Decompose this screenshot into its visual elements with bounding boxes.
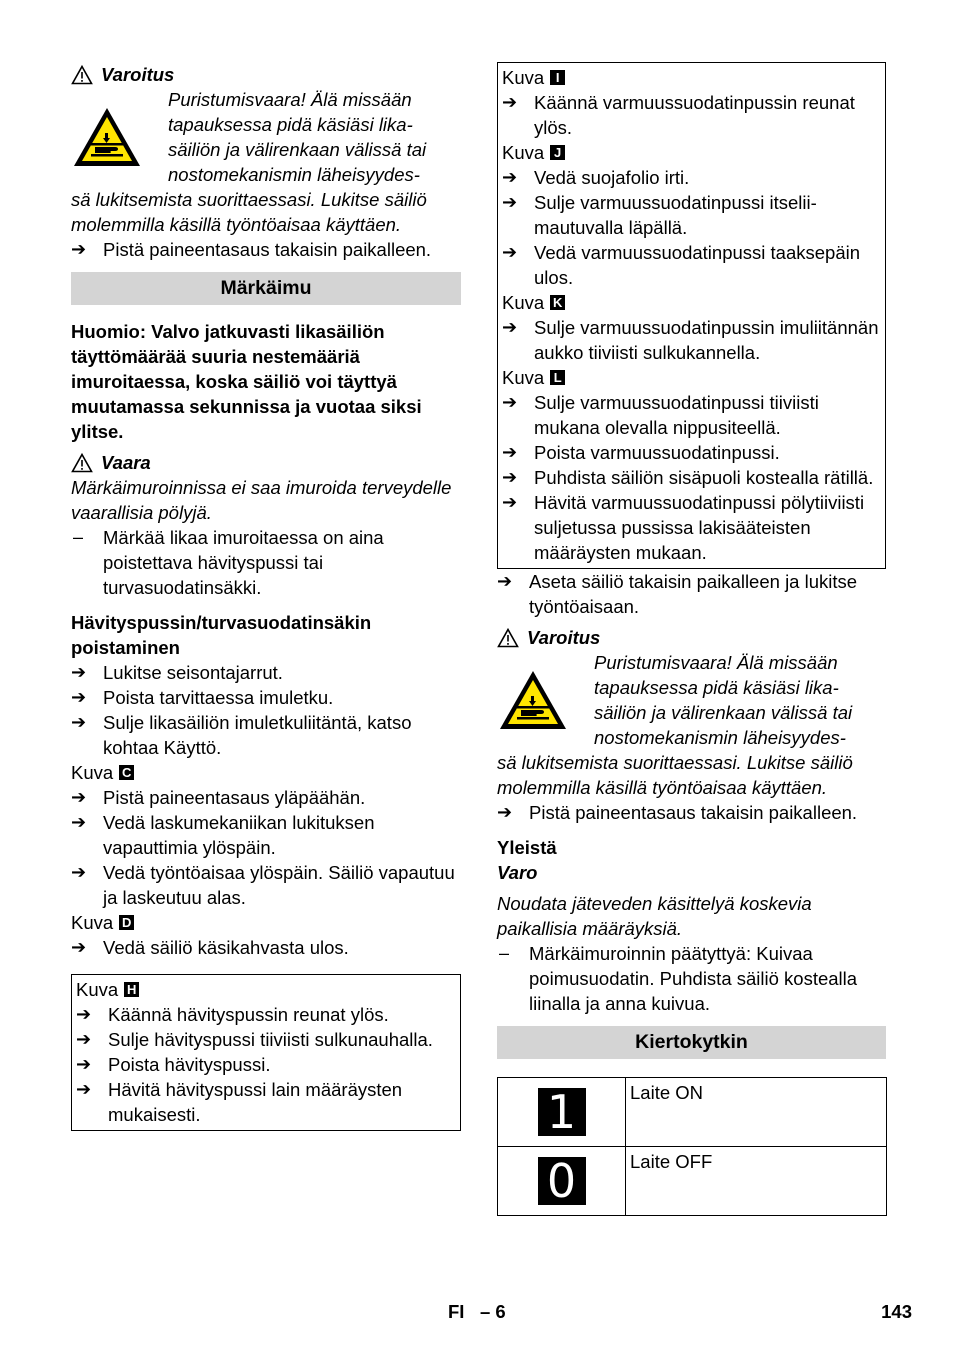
arrow-icon: ➔ <box>502 467 518 487</box>
warning-line: tapauksessa pidä käsiäsi lika- <box>594 677 839 698</box>
subheading-yleista: Yleistä <box>497 837 557 858</box>
switch-table <box>497 1077 887 1216</box>
arrow-icon: ➔ <box>76 1054 92 1074</box>
step-item: ➔ Hävitä hävityspussi lain määräysten mukaisesti. <box>76 1079 403 1125</box>
step-item: ➔ Pistä paineentasaus yläpäähän. <box>71 787 366 808</box>
figure-ref: Kuva K <box>502 290 881 315</box>
notice-text: Huomio: Valvo jatkuvasti likasäiliön täyttömäärää suuria nestemääriä imuroitaessa, koska säiliö voi täyttyä muutamassa sekunnissa ja vuotaa siksi ylitse. <box>71 321 422 442</box>
step-item: ➔ Vedä työntöaisaa ylöspäin. Säiliö vapautuu ja laskeutuu alas. <box>71 862 455 908</box>
step-item: ➔ Aseta säiliö takaisin paikalleen ja lukitse työntöaisaan. <box>497 571 858 617</box>
warning-line: Puristumisvaara! Älä missään <box>594 652 838 673</box>
table-row <box>498 1078 887 1147</box>
warning-heading <box>497 625 886 650</box>
arrow-icon: ➔ <box>502 167 518 187</box>
step-item: ➔ Sulje varmuussuodatinpussi tiiviisti mukana olevalla nippusiteellä. <box>502 392 819 438</box>
switch-symbol-off: 0 <box>538 1157 586 1205</box>
step-item: ➔ Poista varmuussuodatinpussi. <box>502 442 780 463</box>
dash-item: – Märkäimuroinnin päätyttyä: Kuivaa poimusuodatin. Puhdista säiliö kostealla liinalla ja anna kuivua. <box>499 943 858 1014</box>
arrow-icon: ➔ <box>497 571 513 591</box>
section-heading-markaimu: Märkäimu <box>71 272 461 305</box>
switch-symbol-on: 1 <box>538 1088 586 1136</box>
switch-label: Laite ON <box>626 1078 887 1147</box>
warning-triangle-icon <box>71 453 93 473</box>
step-item: ➔ Hävitä varmuussuodatinpussi pölytiiviisti suljetussa pussissa lakisääteisten määräysten mukaan. <box>502 492 865 563</box>
page-footer <box>0 1299 954 1323</box>
right-column <box>497 62 886 1216</box>
step-item: ➔ Sulje likasäiliön imuletkuliitäntä, katso kohtaa Käyttö. <box>71 712 412 758</box>
arrow-icon: ➔ <box>71 787 87 807</box>
figure-ref: Kuva D <box>71 910 461 935</box>
arrow-icon: ➔ <box>502 92 518 112</box>
crush-hazard-icon <box>497 668 569 732</box>
arrow-icon: ➔ <box>502 242 518 262</box>
figure-ref: Kuva C <box>71 760 461 785</box>
caution-text: Noudata jäteveden käsittelyä koskevia paikallisia määräyksiä. <box>497 893 812 939</box>
arrow-icon: ➔ <box>71 862 87 882</box>
arrow-icon: ➔ <box>502 392 518 412</box>
arrow-icon: ➔ <box>502 317 518 337</box>
warning-top <box>71 87 461 187</box>
arrow-icon: ➔ <box>76 1079 92 1099</box>
figure-ref: Kuva J <box>502 140 881 165</box>
step-item: ➔ Lukitse seisontajarrut. <box>71 662 283 683</box>
footer-language: FI <box>448 1301 465 1322</box>
figure-badge: J <box>550 145 565 160</box>
footer-page-label: – 6 <box>480 1301 506 1322</box>
warning-text: sä lukitsemista suorittaessasi. Lukitse säiliö molemmilla käsillä työntöaisaa käyttäen. <box>497 752 853 798</box>
warning-triangle-icon <box>497 628 519 648</box>
warning-line: tapauksessa pidä käsiäsi lika- <box>168 114 413 135</box>
step-item: ➔ Puhdista säiliön sisäpuoli kostealla rätillä. <box>502 467 874 488</box>
warning-title: Varoitus <box>527 627 601 648</box>
warning-line: nostomekanismin läheisyydes- <box>168 164 420 185</box>
section-heading-kiertokytkin: Kiertokytkin <box>497 1026 886 1059</box>
step-item: ➔ Käännä varmuussuodatinpussin reunat ylös. <box>502 92 855 138</box>
arrow-icon: ➔ <box>71 687 87 707</box>
warning-title: Varoitus <box>101 64 175 85</box>
figure-badge: D <box>119 915 134 930</box>
arrow-icon: ➔ <box>71 812 87 832</box>
table-row <box>498 1147 887 1216</box>
step-item: ➔ Sulje varmuussuodatinpussi itseliimautuvalla läpällä. <box>502 192 817 238</box>
figure-badge: C <box>119 765 134 780</box>
arrow-icon: ➔ <box>76 1004 92 1024</box>
caution-title: Varo <box>497 862 538 883</box>
arrow-icon: ➔ <box>497 802 513 822</box>
step-item: ➔ Sulje hävityspussi tiiviisti sulkunauhalla. <box>76 1029 433 1050</box>
arrow-icon: ➔ <box>71 937 87 957</box>
step-item: ➔ Pistä paineentasaus takaisin paikalleen. <box>497 802 858 823</box>
dash-item: – Märkää likaa imuroitaessa on aina poistettava hävityspussi tai turvasuodatinsäkki. <box>73 527 384 598</box>
warning-top <box>497 650 886 750</box>
figure-badge: K <box>550 295 565 310</box>
arrow-icon: ➔ <box>71 662 87 682</box>
subheading: Hävityspussin/turvasuodatinsäkin poistaminen <box>71 612 372 658</box>
figure-h-box <box>71 974 461 1131</box>
step-item: ➔ Vedä laskumekaniikan lukituksen vapauttimia ylöspäin. <box>71 812 375 858</box>
warning-text: sä lukitsemista suorittaessasi. Lukitse säiliö molemmilla käsillä työntöaisaa käyttäen. <box>71 189 427 235</box>
arrow-icon: ➔ <box>76 1029 92 1049</box>
step-item: ➔ Vedä säiliö käsikahvasta ulos. <box>71 937 349 958</box>
figure-ref: Kuva L <box>502 365 881 390</box>
figure-ref: Kuva I <box>502 65 881 90</box>
arrow-icon: ➔ <box>502 192 518 212</box>
step-item: ➔ Sulje varmuussuodatinpussin imuliitännän aukko tiiviisti sulkukannella. <box>502 317 879 363</box>
arrow-icon: ➔ <box>502 442 518 462</box>
left-column <box>71 62 461 1131</box>
warning-line: nostomekanismin läheisyydes- <box>594 727 846 748</box>
warning-line: Puristumisvaara! Älä missään <box>168 89 412 110</box>
figure-badge: I <box>550 70 565 85</box>
figure-badge: H <box>124 982 139 997</box>
step-item: ➔ Poista hävityspussi. <box>76 1054 271 1075</box>
danger-text: Märkäimuroinnissa ei saa imuroida terveydelle vaarallisia pölyjä. <box>71 477 452 523</box>
step-item: ➔ Pistä paineentasaus takaisin paikalleen. <box>71 239 432 260</box>
arrow-icon: ➔ <box>71 712 87 732</box>
warning-triangle-icon <box>71 65 93 85</box>
warning-line: säiliön ja välirenkaan välissä tai <box>594 702 853 723</box>
figure-ref: Kuva H <box>76 977 456 1002</box>
arrow-icon: ➔ <box>502 492 518 512</box>
figure-badge: L <box>550 370 565 385</box>
step-item: ➔ Poista tarvittaessa imuletku. <box>71 687 334 708</box>
step-item: ➔ Vedä suojafolio irti. <box>502 167 690 188</box>
step-item: ➔ Vedä varmuussuodatinpussi taaksepäin ulos. <box>502 242 861 288</box>
danger-heading <box>71 450 461 475</box>
danger-title: Vaara <box>101 452 151 473</box>
switch-label: Laite OFF <box>626 1147 887 1216</box>
crush-hazard-icon <box>71 105 143 169</box>
warning-heading <box>71 62 461 87</box>
figure-ijkl-box <box>497 62 886 569</box>
page-number: 143 <box>881 1301 912 1322</box>
warning-line: säiliön ja välirenkaan välissä tai <box>168 139 427 160</box>
arrow-icon: ➔ <box>71 239 87 259</box>
step-item: ➔ Käännä hävityspussin reunat ylös. <box>76 1004 389 1025</box>
